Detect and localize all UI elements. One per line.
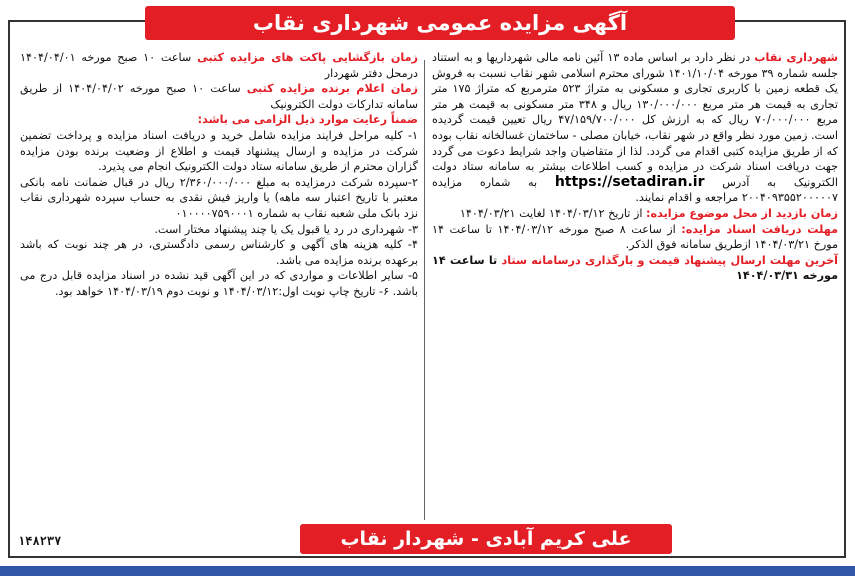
ad-code: ۱۴۸۲۳۷ [18,534,62,548]
last-label: آخرین مهلت ارسال پیشنهاد قیمت و بارگذاری درسامانه ستاد [501,253,838,267]
signature-bar: علی کریم آبادی - شهردار نقاب [300,524,672,554]
intro-tail: به شماره مزایده ۲۰۰۴۰۹۳۵۵۲۰۰۰۰۰۷ مراجعه و اقدام نمایند. [432,175,838,205]
last-deadline [432,253,838,284]
opening-text: ساعت ۱۰ صبح مورخه ۱۴۰۴/۰۴/۰۱ درمحل دفتر شهردار [20,51,418,80]
condition-item: ۱- کلیه مراحل فرایند مزایده شامل خرید و دریافت اسناد مزایده و پرداخت تضمین شرکت در مزایده و ارسال پیشنهاد قیمت و اطلاع از وضعیت برنده بودن مزایده گزاران محترم از طریق سامانه ستاد دولت الکترونیک انجام می پذیرد. [20,128,418,174]
winner-label: زمان اعلام برنده مزایده کتبی [246,82,418,96]
deadline-label: مهلت دریافت اسناد مزایده: [681,222,839,236]
condition-item: ۴- کلیه هزینه های آگهی و کارشناس رسمی دادگستری، در هر چند نوبت که باشد برعهده برنده مزایده می باشد. [20,238,418,267]
visit-text: از تاریخ ۱۴۰۴/۰۳/۱۲ لغایت ۱۴۰۴/۰۳/۲۱ [459,206,647,220]
bottom-stripe [0,566,855,576]
opening-label: زمان بازگشایی پاکت های مزایده کتبی [197,51,418,64]
visit-time [432,206,838,222]
intro-paragraph [432,50,838,206]
notice-heading [20,112,418,128]
ad-title: آگهی مزایده عمومی شهرداری نقاب [145,6,735,40]
intro-text: در نظر دارد بر اساس ماده ۱۳ آئین نامه مالی شهرداریها و به استناد جلسه شماره ۳۹ مورخه ۱۴۰۱/۱۰/۰۴ شورای محترم اسلامی شهر نقاب نسبت به فروش یک قطعه زمین با کاربری تجاری و مسکونی به متراژ ۵۲۳ مترمربع که متراژ ۱۷۵ متر تجاری به قیمت هر متر مربع ۱۳۰/۰۰۰/۰۰۰ ریال و ۳۴۸ متر مسکونی به قیمت هر متر مربع ۷۰/۰۰۰/۰۰۰ ریال که به ارزش کل ۴۷/۱۵۹/۷۰۰/۰۰۰ ریال تعیین قیمت گردیده است. زمین مورد نظر واقع در شهر نقاب، خیابان مصلی - ساختمان غسالخانه نقاب بوده که از طریق مزایده کتبی اقدام می گردد. لذا از متقاضیان واجد شرایط دعوت می گردد جهت دریافت اسناد شرکت در مزایده و کسب اطلاعات بیشتر به سامانه ستاد دولت الکترونیک به آدرس [432,51,839,189]
winner-time [20,81,418,112]
column-divider [424,60,425,520]
notice-label: ضمناً رعایت موارد ذیل الزامی می باشد: [197,113,418,127]
right-column [432,50,838,284]
last-text: تا ساعت ۱۴ مورخه ۱۴۰۴/۰۳/۳۱ [432,253,838,283]
winner-text: ساعت ۱۰ صبح مورخه ۱۴۰۴/۰۴/۰۲ از طریق سامانه تدارکات دولت الکترونیک [20,82,418,111]
condition-item: ۲-سپرده شرکت درمزایده به مبلغ ۲/۳۶۰/۰۰۰/۰۰۰ ریال در قبال ضمانت نامه بانکی معتبر با تاریخ اعتبار سه ماهه) یا واریز فیش نقدی به حساب سپرده شهرداری نقاب نزد بانک ملی شعبه نقاب به شماره ۰۱۰۰۰۰۷۵۹۰۰۰۱ [20,175,418,220]
opening-time [20,50,418,81]
document-deadline [432,222,838,253]
municipality-name: شهرداری نقاب [754,51,839,64]
setadiran-link[interactable]: https://setadiran.ir [554,173,705,190]
deadline-text: از ساعت ۸ صبح مورخه ۱۴۰۴/۰۳/۱۲ تا ساعت ۱۴ مورخ ۱۴۰۴/۰۳/۲۱ ازطریق سامانه فوق الذکر. [432,222,838,252]
left-column [20,50,418,300]
condition-item: ۳- شهرداری در رد یا قبول یک یا چند پیشنهاد مختار است. [154,222,418,236]
condition-item: ۵- سایر اطلاعات و مواردی که در این آگهی قید نشده در اسناد مزایده قابل درج می باشد. ۶- تاریخ چاپ نوبت اول:۱۴۰۴/۰۳/۱۲ و نوبت دوم ۱۴۰۴/۰۳/۱۹ خواهد بود. [20,269,418,298]
visit-label: زمان بازدید از محل موضوع مزایده: [646,206,838,220]
